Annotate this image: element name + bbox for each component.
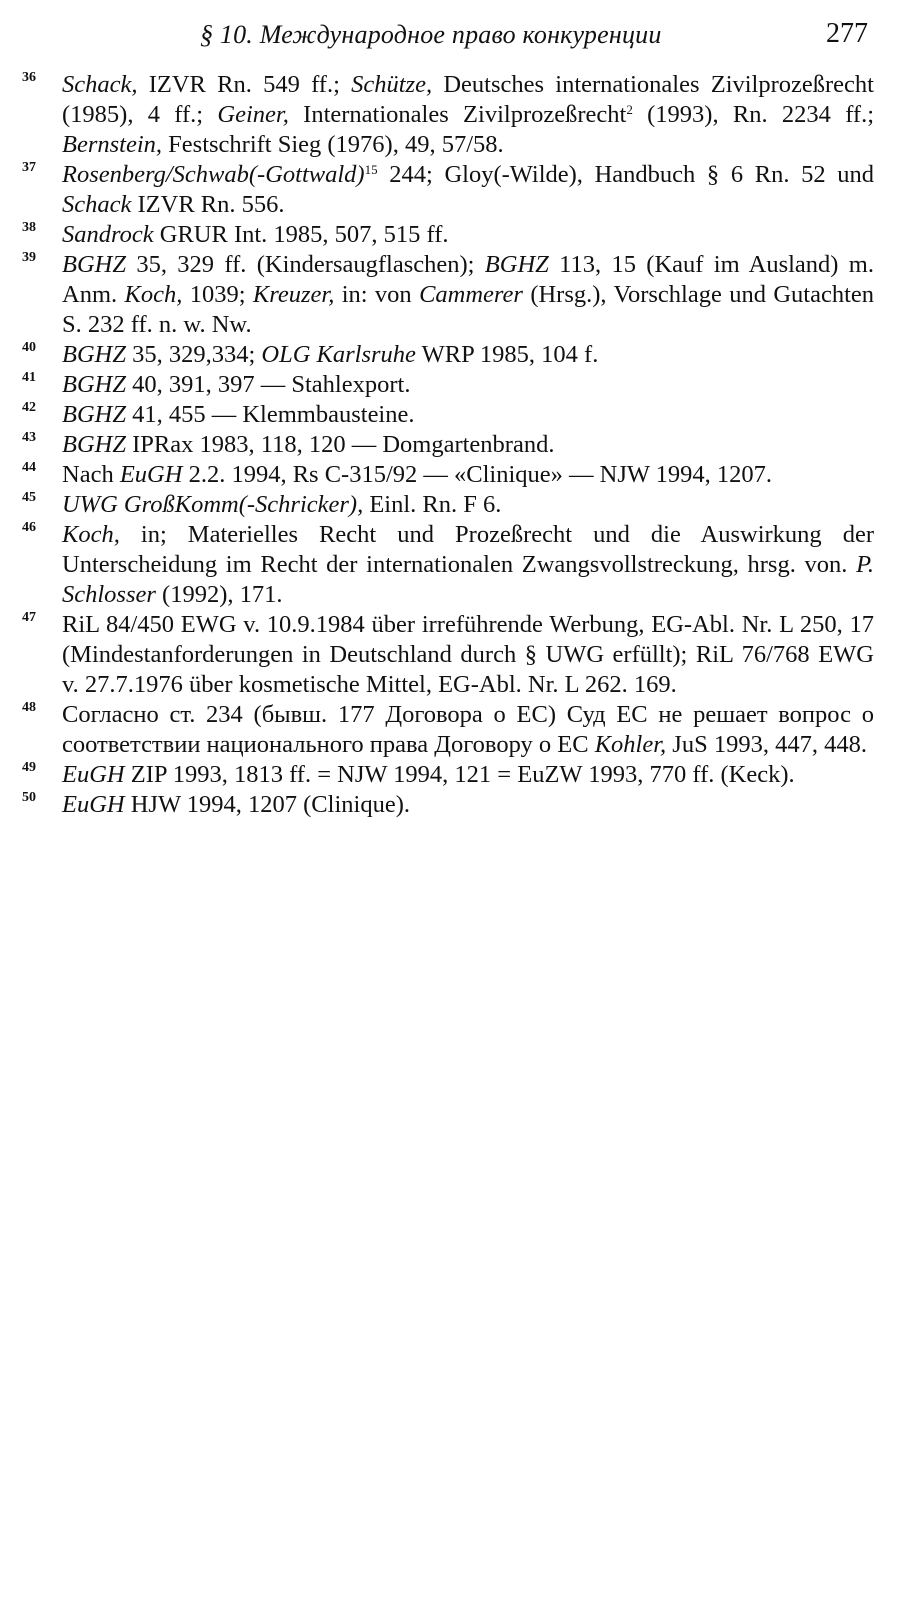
italic-citation: BGHZ [62, 371, 126, 398]
footnote-text [62, 160, 874, 220]
footnote-43 [22, 430, 874, 460]
text-run: Согласно ст. 234 (бывш. 177 Договора о ЕС) Суд ЕС не решает вопрос о соответствии национального права Договору о ЕС [62, 701, 874, 758]
footnote-text [62, 340, 874, 370]
italic-citation: Schack, [62, 71, 138, 98]
footnote-47 [22, 610, 874, 700]
text-run: JuS 1993, 447, 448. [666, 731, 867, 758]
text-run: 244; Gloy(-Wilde), Handbuch § 6 Rn. 52 und [377, 161, 874, 188]
page-header [0, 14, 918, 54]
text-run: Festschrift Sieg (1976), 49, 57/58. [162, 131, 504, 158]
italic-citation: BGHZ [62, 431, 126, 458]
footnote-text [62, 460, 874, 490]
footnote-number: 39 [22, 250, 36, 265]
footnote-45 [22, 490, 874, 520]
italic-citation: OLG Karlsruhe [261, 341, 416, 368]
footnote-text [62, 400, 874, 430]
footnote-39 [22, 250, 874, 340]
text-run: Deutsches internationales Zivilprozeßrecht (1985), 4 ff.; [62, 71, 874, 128]
italic-citation: Schack [62, 191, 132, 218]
superscript: 2 [626, 102, 633, 117]
text-run: 2.2. 1994, Rs C-315/92 — «Clinique» — NJW 1994, 1207. [182, 461, 773, 488]
text-run: RiL 84/450 EWG v. 10.9.1984 über irreführende Werbung, EG-Abl. Nr. L 250, 17 (Mindestanforderungen in Deutschland durch § UWG erfüllt); RiL 76/768 EWG v. 27.7.1976 über kosmetische Mittel, EG-Abl. Nr. L 262. 169. [62, 611, 874, 698]
superscript: 15 [364, 162, 378, 177]
italic-citation: BGHZ [62, 251, 126, 278]
footnote-text [62, 610, 874, 700]
text-run: in; Materielles Recht und Prozeßrecht und die Auswirkung der Unterscheidung im Recht der internationalen Zwangsvollstreckung, hrsg. von. [62, 521, 874, 578]
italic-citation: Koch, [124, 281, 183, 308]
running-title: § 10. Международное право конкуренции [200, 20, 662, 49]
footnote-46 [22, 520, 874, 610]
footnote-text [62, 220, 874, 250]
footnote-text [62, 370, 874, 400]
text-run: IZVR Rn. 549 ff.; [137, 71, 352, 98]
footnote-text [62, 430, 874, 460]
italic-citation: P. Schlosser [62, 551, 874, 608]
italic-citation: BGHZ [62, 341, 126, 368]
text-run: (Hrsg.), Vorschlage und Gutachten S. 232 ff. n. w. Nw. [62, 281, 875, 338]
text-run: IZVR Rn. 556. [131, 191, 285, 218]
footnote-number: 43 [22, 430, 36, 445]
footnote-48 [22, 700, 874, 760]
italic-citation: EuGH [62, 791, 125, 818]
italic-citation: Sandrock [62, 221, 154, 248]
italic-citation: BGHZ [62, 401, 126, 428]
text-run: 113, 15 (Kauf im Ausland) m. Anm. [62, 251, 874, 308]
footnote-number: 40 [22, 340, 36, 355]
text-run: (1992), 171. [155, 581, 283, 608]
footnote-text [62, 700, 874, 760]
italic-citation: Kohler, [594, 731, 667, 758]
footnote-number: 48 [22, 700, 36, 715]
italic-citation: UWG GroßKomm(-Schricker), [62, 491, 364, 518]
italic-citation: EuGH [119, 461, 183, 488]
footnote-number: 45 [22, 490, 36, 505]
footnote-number: 38 [22, 220, 36, 235]
text-run: Nach [62, 461, 120, 488]
footnote-text [62, 520, 874, 610]
footnote-49 [22, 760, 874, 790]
footnote-36 [22, 70, 874, 160]
italic-citation: Kreuzer, [252, 281, 335, 308]
text-run: IPRax 1983, 118, 120 — Domgartenbrand. [125, 431, 555, 458]
italic-citation: Cammerer [419, 281, 523, 308]
footnote-50 [22, 790, 874, 820]
italic-citation: Schütze, [351, 71, 433, 98]
text-run: 1039; [182, 281, 253, 308]
italic-citation: Bernstein, [62, 131, 163, 158]
footnote-number: 37 [22, 160, 36, 175]
footnote-number: 44 [22, 460, 36, 475]
footnote-text [62, 70, 874, 160]
footnote-38 [22, 220, 874, 250]
footnotes-list [22, 70, 874, 820]
text-run: 35, 329,334; [125, 341, 262, 368]
text-run: Internationales Zivilprozeßrecht [288, 101, 627, 128]
footnote-42 [22, 400, 874, 430]
text-run: in: von [334, 281, 420, 308]
text-run: GRUR Int. 1985, 507, 515 ff. [153, 221, 449, 248]
text-run: (1993), Rn. 2234 ff.; [632, 101, 875, 128]
text-run: Einl. Rn. F 6. [363, 491, 502, 518]
footnote-number: 46 [22, 520, 36, 535]
footnote-number: 36 [22, 70, 36, 85]
footnote-text [62, 760, 874, 790]
text-run: HJW 1994, 1207 (Clinique). [124, 791, 410, 818]
italic-citation: EuGH [62, 761, 125, 788]
footnote-text [62, 490, 874, 520]
italic-citation: Geiner, [217, 101, 289, 128]
page-number: 277 [826, 18, 868, 49]
text-run: 35, 329 ff. (Kindersaugflaschen); [125, 251, 485, 278]
footnote-37 [22, 160, 874, 220]
text-run: WRP 1985, 104 f. [415, 341, 599, 368]
footnote-text [62, 250, 874, 340]
italic-citation: BGHZ [484, 251, 549, 278]
italic-citation: Koch, [62, 521, 120, 548]
footnote-number: 41 [22, 370, 36, 385]
italic-citation: Rosenberg/Schwab(-Gottwald) [62, 161, 365, 188]
footnote-41 [22, 370, 874, 400]
footnote-number: 42 [22, 400, 36, 415]
footnote-text [62, 790, 874, 820]
text-run: 41, 455 — Klemmbausteine. [125, 401, 415, 428]
footnote-number: 47 [22, 610, 36, 625]
text-run: 40, 391, 397 — Stahlexport. [125, 371, 411, 398]
footnote-40 [22, 340, 874, 370]
footnote-44 [22, 460, 874, 490]
footnote-number: 49 [22, 760, 36, 775]
text-run: ZIP 1993, 1813 ff. = NJW 1994, 121 = EuZW 1993, 770 ff. (Keck). [124, 761, 795, 788]
footnote-number: 50 [22, 790, 36, 805]
